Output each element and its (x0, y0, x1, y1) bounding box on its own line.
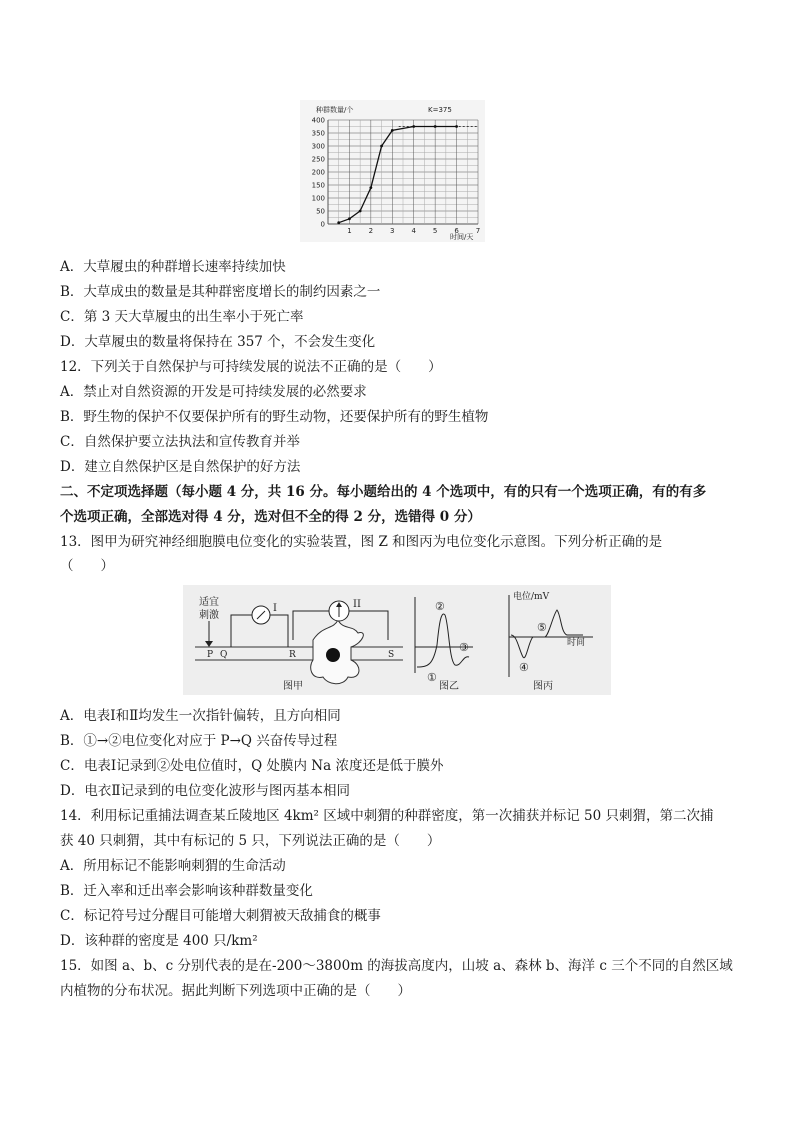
fig-c-caption: 图丙 (533, 681, 553, 692)
curve-point (359, 210, 362, 213)
chart-ylabel: 种群数量/个 (316, 106, 354, 114)
q12-option-c: C．自然保护要立法执法和宣传教育并举 (60, 434, 300, 450)
label-s: S (388, 650, 395, 660)
q12-option-b: B．野生物的保护不仅要保护所有的野生动物，还要保护所有的野生植物 (60, 409, 489, 425)
y-tick-label: 300 (311, 142, 325, 151)
x-tick-label: 3 (390, 227, 395, 235)
q14-stem-line-1: 14．利用标记重捕法调查某丘陵地区 4km² 区域中刺猬的种群密度，第一次捕获并标记 50 只刺猬，第二次捕 (60, 808, 714, 824)
y-tick-label: 100 (311, 194, 325, 203)
stim-label-2: 刺激 (199, 610, 219, 621)
curve-point (348, 217, 351, 220)
fig-c-xlabel: 时间 (567, 638, 586, 648)
y-tick-label: 0 (320, 220, 325, 229)
nerve-potential-figure (183, 585, 611, 695)
label-r: R (289, 650, 296, 660)
q14-option-a: A．所用标记不能影响刺猬的生命活动 (60, 858, 286, 874)
y-tick-label: 50 (316, 207, 325, 216)
curve-mark-3: ③ (459, 641, 469, 654)
q14-option-b: B．迁入率和迁出率会影响该种群数量变化 (60, 883, 313, 899)
x-tick-label: 6 (454, 227, 459, 235)
meter-1-label: I (273, 603, 277, 614)
q11-option-c: C．第 3 天大草履虫的出生率小于死亡率 (60, 309, 304, 325)
label-p: P (207, 650, 214, 660)
q14-option-c: C．标记符号过分醒目可能增大刺猬被天敌捕食的概事 (60, 908, 381, 924)
y-tick-label: 250 (311, 155, 325, 164)
curve-point (412, 125, 415, 128)
y-tick-label: 200 (311, 168, 325, 177)
q15-stem-line-1: 15．如图 a、b、c 分别代表的是在-200～3800m 的海拔高度内，山坡 a、森林 b、海洋 c 三个不同的自然区域 (60, 958, 733, 974)
q15-stem-line-2: 内植物的分布状况。据此判断下列选项中正确的是（ ） (60, 983, 411, 999)
x-tick-label: 5 (432, 227, 438, 235)
q14-stem-line-2: 获 40 只刺猬，其中有标记的 5 只，下列说法正确的是（ ） (60, 833, 441, 849)
x-tick-label: 7 (475, 227, 481, 235)
stim-label-1: 适宜 (199, 597, 219, 608)
q12-option-d: D．建立自然保护区是自然保护的好方法 (60, 459, 301, 475)
curve-point (380, 145, 383, 148)
q11-option-b: B．大草成虫的数量是其种群密度增长的制约因素之一 (60, 284, 381, 300)
curve-mark-1: ① (427, 671, 437, 684)
q13-stem: 13．图甲为研究神经细胞膜电位变化的实验装置，图 Z 和图丙为电位变化示意图。下列分析正确的是 (60, 534, 663, 550)
q12-option-a: A．禁止对自然资源的开发是可持续发展的必然要求 (60, 384, 367, 400)
chart-xlabel: 时间/天 (450, 233, 474, 241)
q14-option-d: D．该种群的密度是 400 只/km² (60, 933, 258, 949)
fig-b-caption: 图乙 (439, 681, 459, 692)
q13-option-c: C．电表Ⅰ记录到②处电位值时，Q 处膜内 Na 浓度还是低于膜外 (60, 758, 444, 774)
y-tick-label: 350 (311, 129, 325, 138)
y-tick-label: 400 (311, 116, 325, 125)
population-growth-chart (300, 100, 485, 242)
label-q: Q (220, 650, 228, 660)
x-tick-label: 2 (368, 227, 374, 235)
q11-option-d: D．大草履虫的数量将保持在 357 个，不会发生变化 (60, 334, 376, 350)
q13-option-b: B．①→②电位变化对应于 P→Q 兴奋传导过程 (60, 733, 338, 749)
curve-mark-4: ④ (519, 661, 529, 674)
chart-k-label: K=375 (428, 106, 452, 114)
fig-a-caption: 图甲 (283, 681, 303, 692)
curve-mark-5: ⑤ (537, 621, 547, 634)
x-tick-label: 4 (411, 227, 416, 235)
q13-option-a: A．电表Ⅰ和Ⅱ均发生一次指针偏转，且方向相同 (60, 708, 341, 724)
q11-option-a: A．大草履虫的种群增长速率持续加快 (60, 259, 286, 275)
fig-c-ylabel: 电位/mV (513, 592, 550, 602)
meter-2-label: II (353, 599, 361, 610)
curve-point (369, 186, 372, 189)
section-2-heading-line-1: 二、不定项选择题（每小题 4 分，共 16 分。每小题给出的 4 个选项中，有的只有一个选项正确，有的有多 (60, 484, 707, 500)
q13-option-d: D．电衣Ⅱ记录到的电位变化波形与图丙基本相同 (60, 783, 350, 799)
curve-point (391, 129, 394, 132)
curve-mark-2: ② (435, 600, 445, 613)
section-2-heading-line-2: 个选项正确，全部选对得 4 分，选对但不全的得 2 分，选错得 0 分） (60, 509, 481, 525)
q13-paren: （ ） (60, 558, 114, 574)
q12-stem: 12．下列关于自然保护与可持续发展的说法不正确的是（ ） (60, 359, 442, 375)
y-tick-label: 150 (311, 181, 325, 190)
x-tick-label: 1 (347, 227, 352, 235)
curve-point (337, 221, 340, 224)
